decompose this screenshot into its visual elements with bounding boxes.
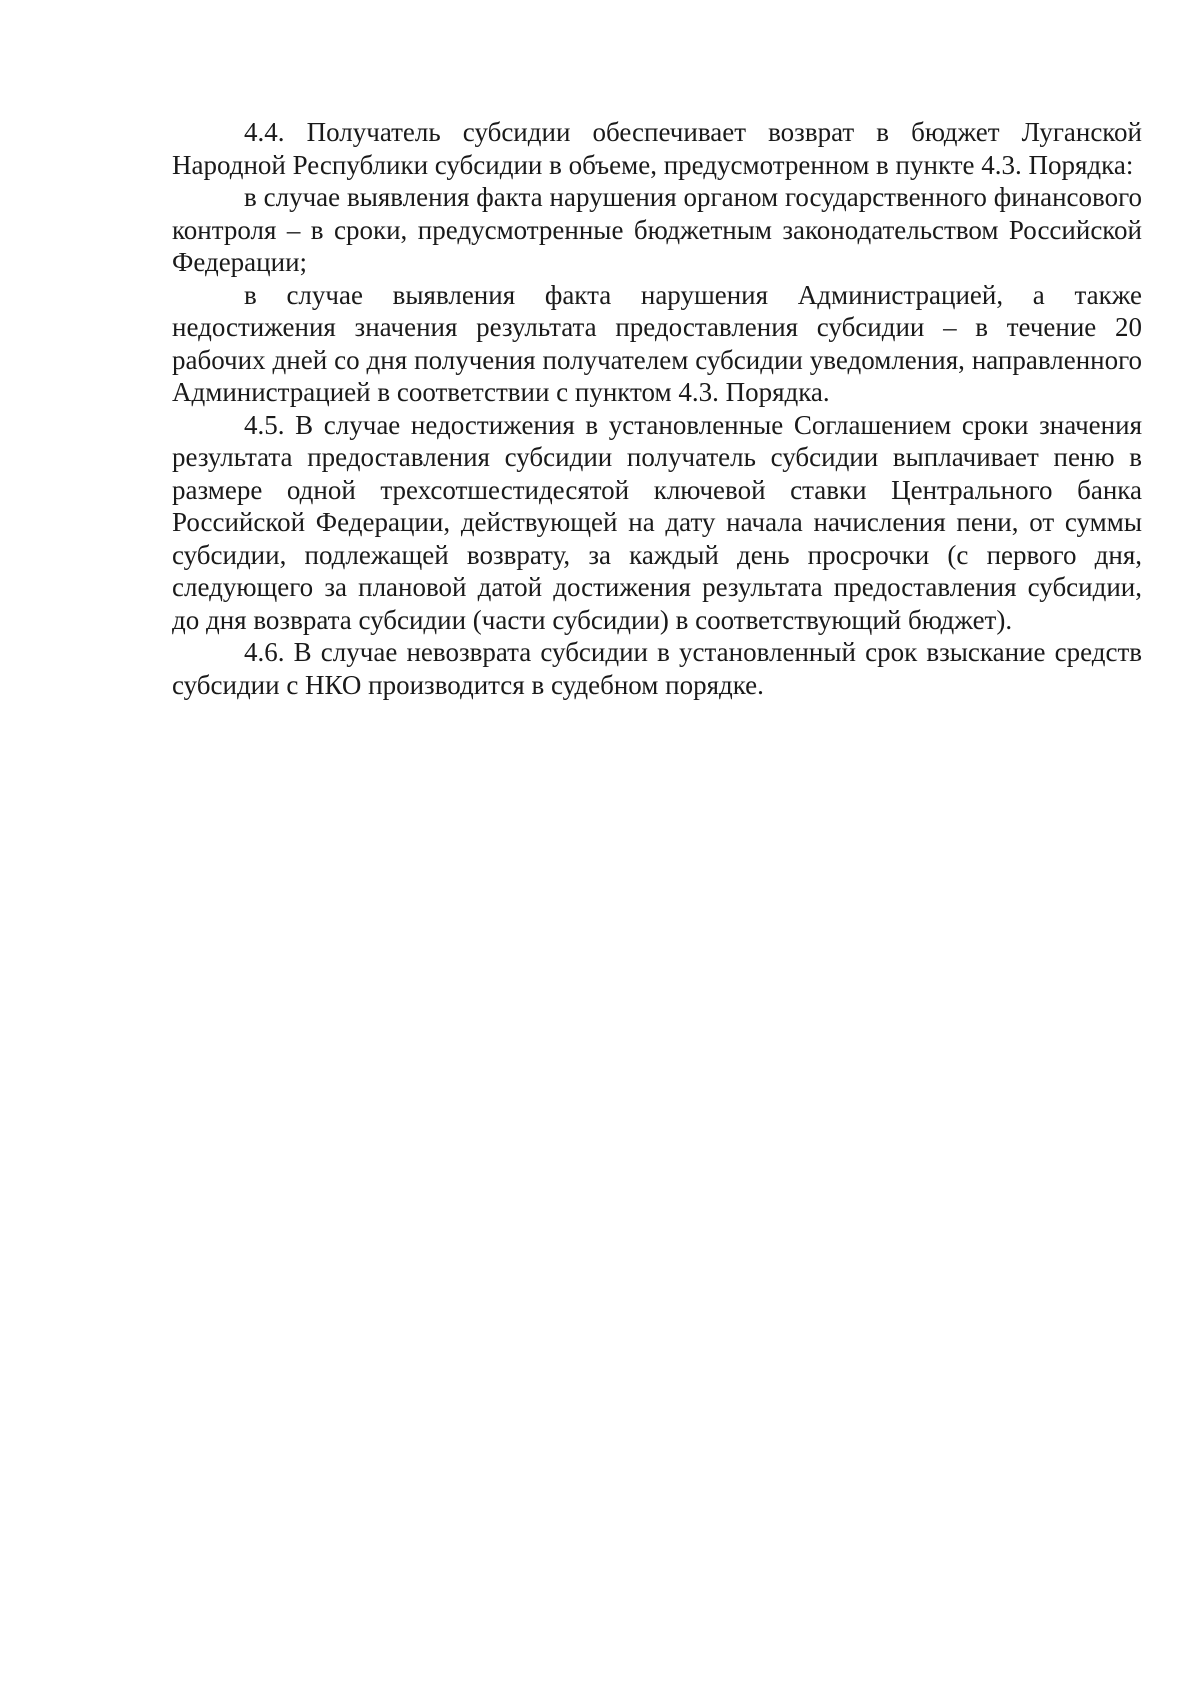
paragraph-4-4-case-administration: в случае выявления факта нарушения Администрацией, а также недостижения значения результата предоставления субсидии – в течение 20 рабочих дней со дня получения получателем субсидии уведомления, направленного Администрацией в соответствии с пунктом 4.3. Порядка. — [172, 279, 1142, 407]
paragraph-4-4: 4.4. Получатель субсидии обеспечивает возврат в бюджет Луганской Народной Республики субсидии в объеме, предусмотренном в пункте 4.3. Порядка: — [172, 117, 1142, 180]
paragraph-4-4-case-financial-control: в случае выявления факта нарушения органом государственного финансового контроля – в сроки, предусмотренные бюджетным законодательством Российской Федерации; — [172, 182, 1142, 277]
document-body — [172, 116, 1142, 701]
paragraph-4-5: 4.5. В случае недостижения в установленные Соглашением сроки значения результата предоставления субсидии получатель субсидии выплачивает пеню в размере одной трехсотшестидесятой ключевой ставки Центрального банка Российской Федерации, действующей на дату начала начисления пени, от суммы субсидии, подлежащей возврату, за каждый день просрочки (с первого дня, следующего за плановой датой достижения результата предоставления субсидии, до дня возврата субсидии (части субсидии) в соответствующий бюджет). — [172, 409, 1142, 635]
paragraph-4-6: 4.6. В случае невозврата субсидии в установленный срок взыскание средств субсидии с НКО производится в судебном порядке. — [172, 637, 1142, 700]
